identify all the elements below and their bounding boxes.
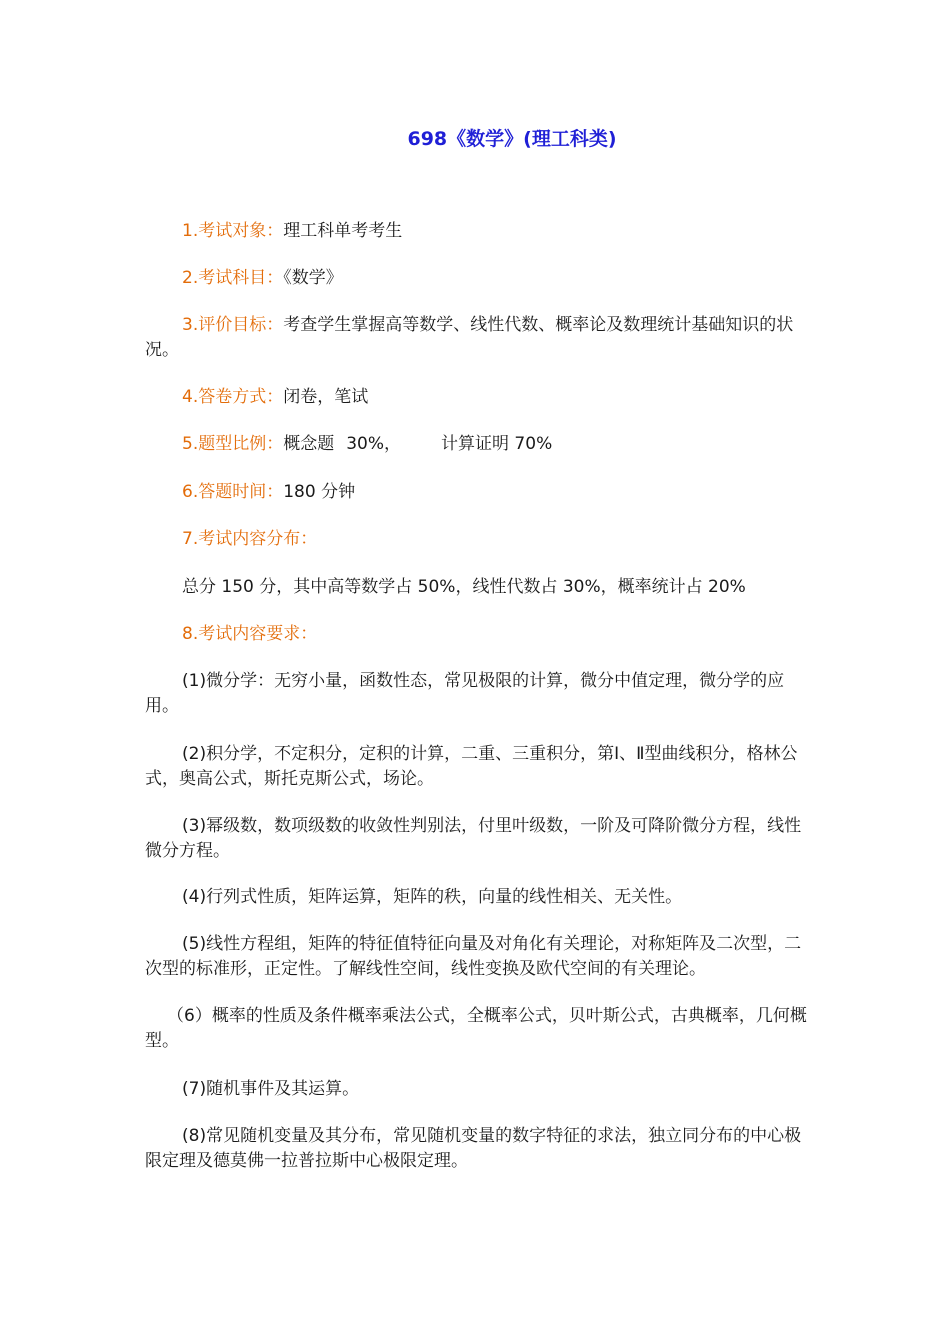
evaluation-goal-label: 3.评价目标： [182, 315, 284, 335]
answer-time [145, 480, 852, 505]
question-ratio-concept-pct: 30%， [346, 434, 402, 454]
content-distribution-label: 7.考试内容分布： [182, 529, 318, 549]
question-ratio-concept: 概念题 [283, 434, 335, 454]
exam-target-label: 1.考试对象： [182, 221, 284, 241]
answer-mode [145, 385, 852, 410]
requirement-item: (2)积分学，不定积分，定积的计算，二重、三重积分，第Ⅰ、Ⅱ型曲线积分，格林公式，奥高公式，斯托克斯公式，场论。 [145, 744, 798, 789]
exam-target-value: 理工科单考考生 [283, 221, 403, 241]
answer-time-value: 180 分钟 [283, 482, 356, 502]
requirement-item: (8)常见随机变量及其分布，常见随机变量的数字特征的求法，独立同分布的中心极限定理及德莫佛一拉普拉斯中心极限定理。 [145, 1126, 802, 1171]
exam-subject [145, 266, 852, 291]
requirement-item: (4)行列式性质，矩阵运算，矩阵的秩，向量的线性相关、无关性。 [182, 887, 683, 907]
content-requirements-heading [145, 622, 852, 647]
exam-subject-value: 《数学》 [283, 268, 343, 288]
answer-time-label: 6.答题时间： [182, 482, 284, 502]
requirement-item: (3)幂级数，数项级数的收敛性判别法，付里叶级数，一阶及可降阶微分方程，线性微分方程。 [145, 816, 802, 861]
requirement-item: （6）概率的性质及条件概率乘法公式，全概率公式，贝叶斯公式，古典概率，几何概型。 [145, 1006, 807, 1051]
evaluation-goal-value: 考查学生掌握高等数学、线性代数、概率论及数理统计基础知识的状况。 [145, 315, 794, 360]
content-distribution-text: 总分 150 分，其中高等数学占 50%，线性代数占 30%，概率统计占 20% [182, 577, 746, 597]
requirement-item: (1)微分学：无穷小量，函数性态，常见极限的计算，微分中值定理，微分学的应用。 [145, 671, 785, 716]
content-requirements-label: 8.考试内容要求： [182, 624, 318, 644]
requirement-item: (7)随机事件及其运算。 [182, 1079, 360, 1099]
question-ratio-label: 5.题型比例： [182, 434, 284, 454]
content-distribution-heading [145, 527, 852, 552]
exam-subject-label: 2.考试科目： [182, 268, 284, 288]
exam-target [145, 219, 852, 244]
page-title: 698《数学》(理工科类) [407, 128, 617, 150]
answer-mode-label: 4.答卷方式： [182, 387, 284, 407]
evaluation-goal [145, 313, 815, 363]
question-ratio-calc: 计算证明 70% [441, 434, 553, 454]
requirement-item: (5)线性方程组，矩阵的特征值特征向量及对角化有关理论，对称矩阵及二次型，二次型的标准形，正定性。了解线性空间，线性变换及欧代空间的有关理论。 [145, 934, 802, 979]
question-ratio [145, 432, 852, 457]
answer-mode-value: 闭卷，笔试 [283, 387, 369, 407]
